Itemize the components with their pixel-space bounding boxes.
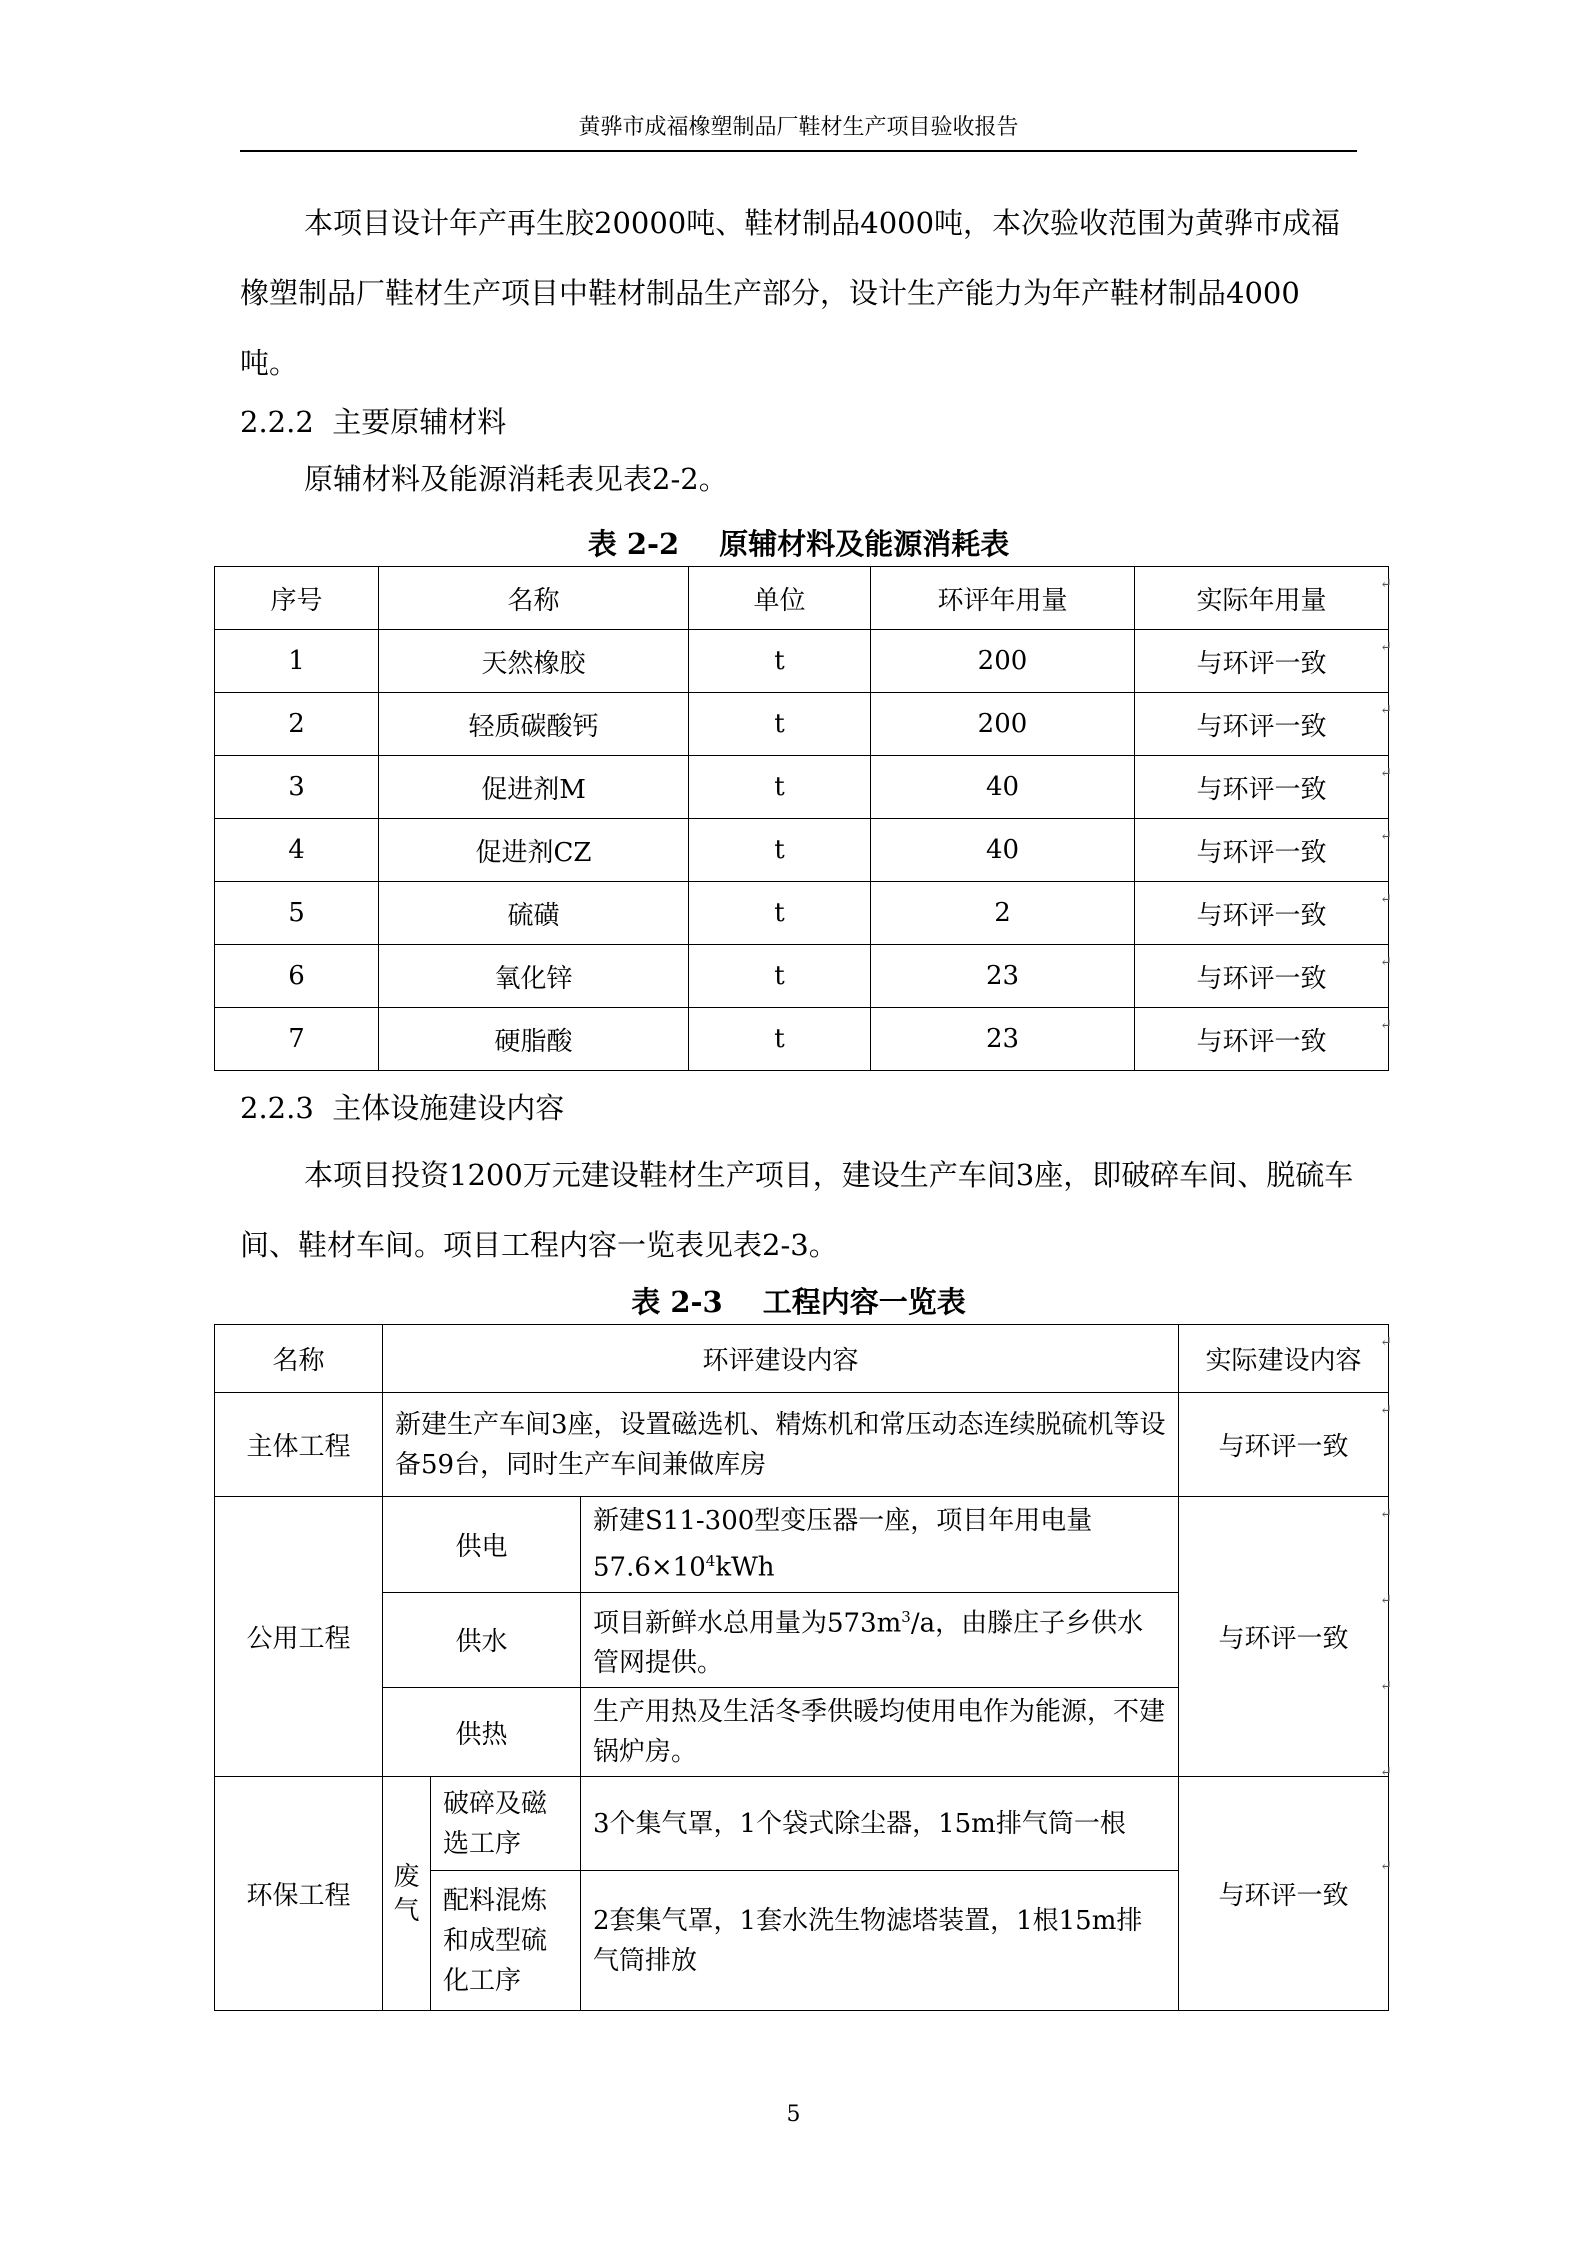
edit-marks — [1380, 0, 1400, 2245]
cell-content: 新建S11-300型变压器一座，项目年用电量$57.6\times 10^4kWh$ — [581, 1497, 1179, 1593]
table-header-row — [215, 567, 1389, 630]
cell-index: 5 — [215, 882, 379, 945]
cell-name: 氧化锌 — [379, 945, 689, 1008]
cell-process: 破碎及磁选工序 — [431, 1777, 581, 1871]
cell-name: 促进剂M — [379, 756, 689, 819]
cell-unit: t — [689, 756, 871, 819]
cell-actual-amount: 与环评一致 — [1135, 819, 1389, 882]
cell-unit: t — [689, 630, 871, 693]
cell-eia-amount: 200 — [871, 630, 1135, 693]
cell-actual: 与环评一致 — [1179, 1497, 1389, 1777]
paragraph-mark-icon: ↵ — [1380, 1592, 1392, 1608]
table23-caption: 表 2-3 工程内容一览表 — [631, 1285, 966, 1319]
cell-eia-amount: 2 — [871, 882, 1135, 945]
table-row — [215, 945, 1389, 1008]
cell-index: 6 — [215, 945, 379, 1008]
cell-index: 3 — [215, 756, 379, 819]
paragraph-mark-icon: ↵ — [1380, 1858, 1392, 1874]
paragraph-mark-icon: ↵ — [1380, 1402, 1392, 1418]
paragraph-mark-icon: ↵ — [1380, 1334, 1392, 1350]
table-row — [215, 1008, 1389, 1071]
page-header: 黄骅市成福橡塑制品厂鞋材生产项目验收报告 — [240, 108, 1357, 152]
cell-eia-amount: 40 — [871, 756, 1135, 819]
cell-actual: 与环评一致 — [1179, 1393, 1389, 1497]
header-cell: 实际年用量 — [1135, 567, 1389, 630]
cell-subname: 供热 — [383, 1688, 581, 1777]
cell-actual-amount: 与环评一致 — [1135, 756, 1389, 819]
cell-name: 硬脂酸 — [379, 1008, 689, 1071]
section-heading-2-2-2: 2.2.2 主要原辅材料 — [240, 405, 507, 439]
header-cell: 单位 — [689, 567, 871, 630]
cell-subname: 供水 — [383, 1592, 581, 1688]
paragraph-mark-icon: ↵ — [1380, 576, 1392, 592]
table22-caption: 表 2-2 原辅材料及能源消耗表 — [587, 527, 1010, 561]
header-cell: 序号 — [215, 567, 379, 630]
cell-subname: 供电 — [383, 1497, 581, 1593]
paragraph-mark-icon: ↵ — [1380, 639, 1392, 655]
materials-table — [214, 566, 1389, 1071]
section-heading-2-2-3: 2.2.3 主体设施建设内容 — [240, 1091, 565, 1125]
cell-unit: t — [689, 693, 871, 756]
table-row-public-power — [215, 1497, 1389, 1593]
cell-index: 2 — [215, 693, 379, 756]
cell-actual-amount: 与环评一致 — [1135, 693, 1389, 756]
table-row-env-crushing — [215, 1777, 1389, 1871]
cell-name: 环保工程 — [215, 1777, 383, 2011]
cell-content: 生产用热及生活冬季供暖均使用电作为能源，不建锅炉房。 — [581, 1688, 1179, 1777]
paragraph-intro: 本项目设计年产再生胶20000吨、鞋材制品4000吨，本次验收范围为黄骅市成福橡塑制品厂鞋材生产项目中鞋材制品生产部分，设计生产能力为年产鞋材制品4000吨。 — [240, 206, 1341, 380]
cell-eia-amount: 23 — [871, 945, 1135, 1008]
paragraph-mark-icon: ↵ — [1380, 891, 1392, 907]
table-row — [215, 819, 1389, 882]
header-cell: 实际建设内容 — [1179, 1325, 1389, 1393]
cell-content: 3个集气罩，1个袋式除尘器，15m排气筒一根 — [581, 1777, 1179, 1871]
cell-actual-amount: 与环评一致 — [1135, 882, 1389, 945]
cell-actual-amount: 与环评一致 — [1135, 630, 1389, 693]
cell-name: 公用工程 — [215, 1497, 383, 1777]
cell-eia-amount: 200 — [871, 693, 1135, 756]
header-cell: 名称 — [379, 567, 689, 630]
cell-content: 新建生产车间3座，设置磁选机、精炼机和常压动态连续脱硫机等设备59台，同时生产车间兼做库房 — [383, 1393, 1179, 1497]
paragraph-project-content: 本项目投资1200万元建设鞋材生产项目，建设生产车间3座，即破碎车间、脱硫车间、鞋材车间。项目工程内容一览表见表2-3。 — [240, 1158, 1354, 1262]
project-content-table — [214, 1324, 1389, 2011]
cell-unit: t — [689, 945, 871, 1008]
cell-actual: 与环评一致 — [1179, 1777, 1389, 2011]
cell-content: 项目新鲜水总用量为$573m^3/a$，由滕庄子乡供水管网提供。 — [581, 1592, 1179, 1688]
cell-eia-amount: 23 — [871, 1008, 1135, 1071]
cell-actual-amount: 与环评一致 — [1135, 1008, 1389, 1071]
cell-content: 2套集气罩，1套水洗生物滤塔装置，1根15m排气筒排放 — [581, 1871, 1179, 2011]
cell-index: 4 — [215, 819, 379, 882]
cell-process: 配料混炼和成型硫化工序 — [431, 1871, 581, 2011]
paragraph-mark-icon: ↵ — [1380, 702, 1392, 718]
header-cell: 环评建设内容 — [383, 1325, 1179, 1393]
page-number: 5 — [786, 2102, 801, 2127]
cell-actual-amount: 与环评一致 — [1135, 945, 1389, 1008]
cell-unit: t — [689, 819, 871, 882]
cell-name: 天然橡胶 — [379, 630, 689, 693]
cell-name: 主体工程 — [215, 1393, 383, 1497]
cell-unit: t — [689, 1008, 871, 1071]
table-row-main-project — [215, 1393, 1389, 1497]
header-cell: 环评年用量 — [871, 567, 1135, 630]
paragraph-mark-icon: ↵ — [1380, 1506, 1392, 1522]
cell-unit: t — [689, 882, 871, 945]
paragraph-mark-icon: ↵ — [1380, 954, 1392, 970]
table-row — [215, 882, 1389, 945]
paragraph-mark-icon: ↵ — [1380, 765, 1392, 781]
paragraph-mark-icon: ↵ — [1380, 1764, 1392, 1780]
table-row — [215, 693, 1389, 756]
paragraph-mark-icon: ↵ — [1380, 828, 1392, 844]
cell-eia-amount: 40 — [871, 819, 1135, 882]
table-row — [215, 756, 1389, 819]
cell-name: 硫磺 — [379, 882, 689, 945]
cell-name: 促进剂CZ — [379, 819, 689, 882]
cell-waste-gas: 废气 — [383, 1777, 431, 2011]
header-cell: 名称 — [215, 1325, 383, 1393]
table-row — [215, 630, 1389, 693]
cell-name: 轻质碳酸钙 — [379, 693, 689, 756]
paragraph-table22-ref: 原辅材料及能源消耗表见表2-2。 — [304, 462, 728, 496]
table-header-row — [215, 1325, 1389, 1393]
cell-index: 7 — [215, 1008, 379, 1071]
cell-index: 1 — [215, 630, 379, 693]
paragraph-mark-icon: ↵ — [1380, 1017, 1392, 1033]
paragraph-mark-icon: ↵ — [1380, 1678, 1392, 1694]
